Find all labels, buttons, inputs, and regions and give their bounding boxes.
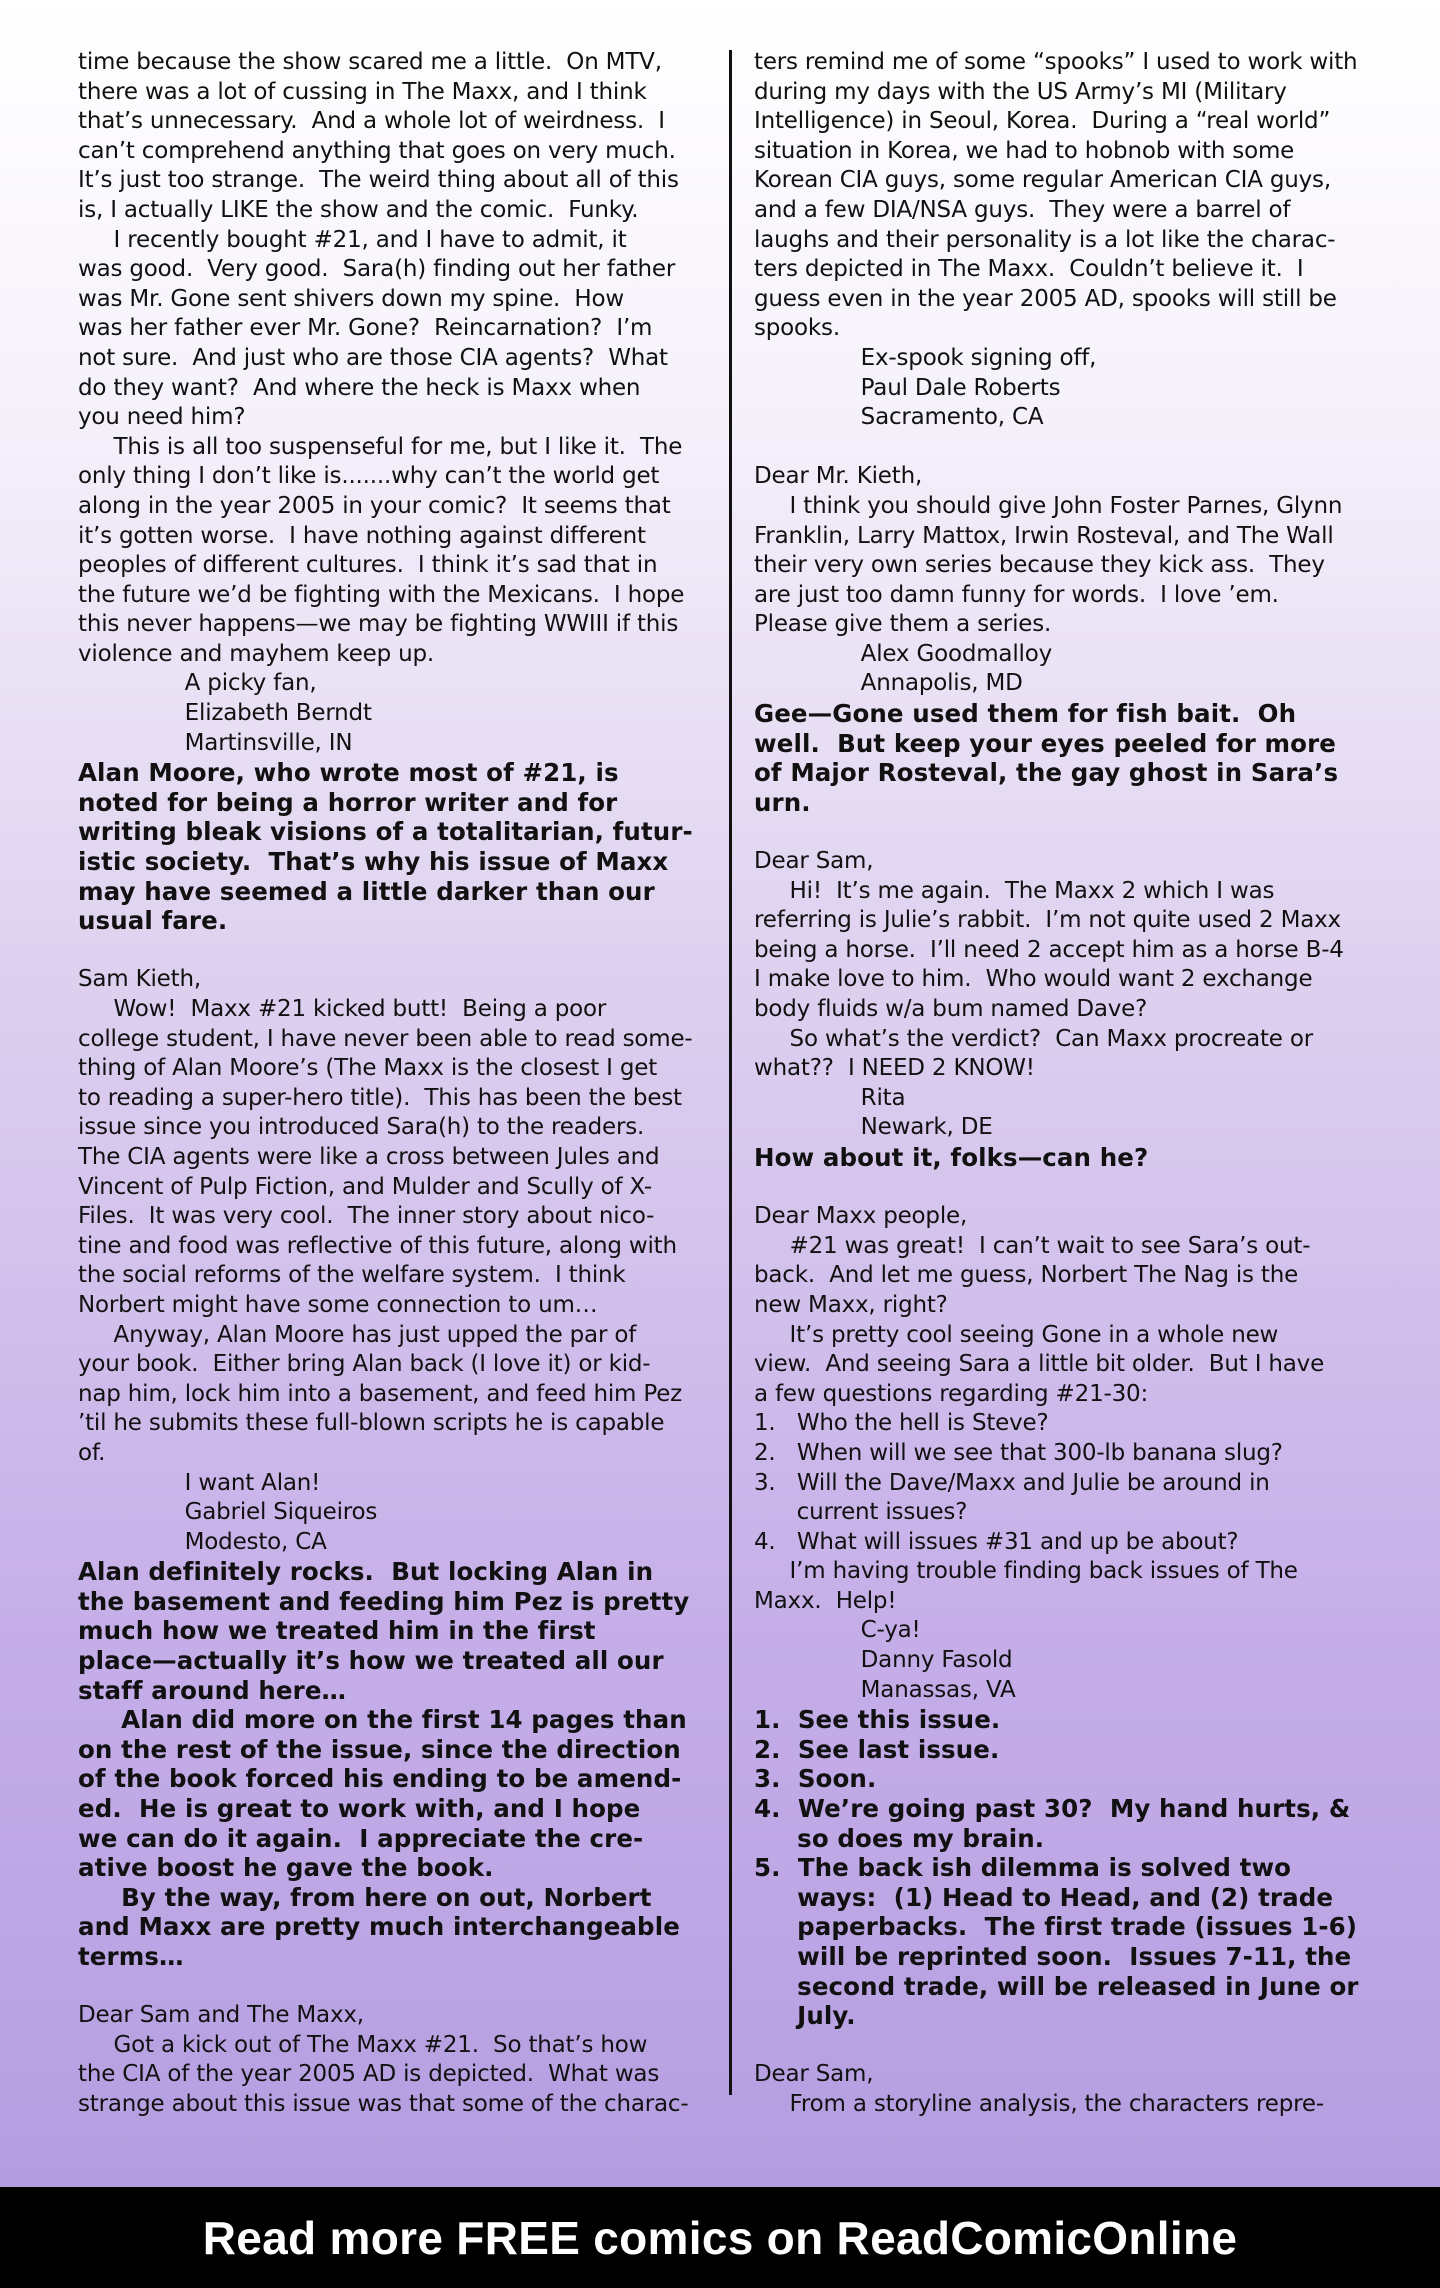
editor-reply-line: 3. Soon. bbox=[754, 1764, 877, 1794]
letter-line: Dear Maxx people, bbox=[754, 1203, 968, 1230]
letter-line: to reading a super-hero title). This has been the best bbox=[78, 1084, 682, 1111]
letter-line: Danny Fasold bbox=[754, 1647, 1013, 1674]
letter-line: guess even in the year 2005 AD, spooks will still be bbox=[754, 285, 1337, 312]
letter-line: their very own series because they kick ass. They bbox=[754, 552, 1325, 579]
letter-line: the future we’d be fighting with the Mexicans. I hope bbox=[78, 581, 685, 608]
letter-line: Maxx. Help! bbox=[754, 1587, 897, 1614]
paragraph-gap bbox=[754, 2031, 1409, 2061]
letter-line: Rita bbox=[754, 1084, 906, 1111]
letter-line: thing of Alan Moore’s (The Maxx is the closest I get bbox=[78, 1055, 658, 1082]
editor-reply-line: writing bleak visions of a totalitarian, futur- bbox=[78, 817, 693, 847]
letter-line: situation in Korea, we had to hobnob with some bbox=[754, 137, 1295, 164]
letter-line: Wow! Maxx #21 kicked butt! Being a poor bbox=[78, 996, 607, 1022]
letter-line: It’s pretty cool seeing Gone in a whole new bbox=[754, 1321, 1279, 1348]
letter-line: spooks. bbox=[754, 315, 840, 342]
letter-line: 2. When will we see that 300-lb banana slug? bbox=[754, 1439, 1283, 1466]
editor-reply-line: 1. See this issue. bbox=[754, 1705, 1001, 1735]
letter-line: was good. Very good. Sara(h) finding out her father bbox=[78, 256, 676, 283]
letter-line: time because the show scared me a little. On MTV, bbox=[78, 49, 662, 75]
editor-reply-line: of the book forced his ending to be amend- bbox=[78, 1764, 682, 1794]
editor-reply-line: July. bbox=[754, 2001, 856, 2031]
paragraph-gap bbox=[78, 1972, 733, 2002]
letter-line: Gabriel Siqueiros bbox=[78, 1499, 378, 1526]
letter-line: #21 was great! I can’t wait to see Sara’s out- bbox=[754, 1232, 1311, 1259]
letter-line: So what’s the verdict? Can Maxx procreate or bbox=[754, 1025, 1313, 1052]
letter-line: was Mr. Gone sent shivers down my spine. How bbox=[78, 285, 624, 312]
column-divider bbox=[729, 50, 732, 2095]
editor-reply-line: noted for being a horror writer and for bbox=[78, 787, 618, 817]
editor-reply-line: staff around here… bbox=[78, 1675, 347, 1705]
letter-line: during my days with the US Army’s MI (Military bbox=[754, 78, 1287, 105]
letter-line: I want Alan! bbox=[78, 1469, 321, 1496]
letter-line: ’til he submits these full-blown scripts he is capable bbox=[78, 1410, 665, 1437]
letter-line: Paul Dale Roberts bbox=[754, 374, 1061, 401]
letter-line: back. And let me guess, Norbert The Nag is the bbox=[754, 1262, 1299, 1289]
letter-line: it’s gotten worse. I have nothing against different bbox=[78, 522, 646, 549]
letter-line: I’m having trouble finding back issues of The bbox=[754, 1558, 1298, 1585]
paragraph-gap bbox=[754, 817, 1409, 847]
letter-line: can’t comprehend anything that goes on very much. bbox=[78, 137, 676, 164]
letter-line: From a storyline analysis, the characters repre- bbox=[754, 2090, 1324, 2117]
letter-line: body fluids w/a bum named Dave? bbox=[754, 996, 1148, 1022]
letter-line: I make love to him. Who would want 2 exchange bbox=[754, 966, 1313, 993]
letter-line: peoples of different cultures. I think it’s sad that in bbox=[78, 552, 658, 579]
letter-line: ters remind me of some “spooks” I used to work with bbox=[754, 49, 1358, 75]
letter-line: Franklin, Larry Mattox, Irwin Rosteval, and The Wall bbox=[754, 522, 1334, 549]
letter-line: is, I actually LIKE the show and the comic. Funky. bbox=[78, 196, 639, 223]
letter-line: Anyway, Alan Moore has just upped the par of bbox=[78, 1321, 637, 1348]
letter-line: Intelligence) in Seoul, Korea. During a “real world” bbox=[754, 108, 1331, 135]
editor-reply-line: ways: (1) Head to Head, and (2) trade bbox=[754, 1882, 1334, 1912]
editor-reply-line: How about it, folks—can he? bbox=[754, 1142, 1149, 1172]
letter-line: you need him? bbox=[78, 404, 246, 431]
editor-reply-line: By the way, from here on out, Norbert bbox=[78, 1882, 652, 1912]
letter-line: Hi! It’s me again. The Maxx 2 which I was bbox=[754, 877, 1275, 904]
letters-column-left bbox=[78, 48, 733, 2120]
letter-line: Korean CIA guys, some regular American CIA guys, bbox=[754, 167, 1331, 194]
letter-line: your book. Either bring Alan back (I love it) or kid- bbox=[78, 1351, 651, 1378]
letter-line: referring is Julie’s rabbit. I’m not quite used 2 Maxx bbox=[754, 907, 1341, 934]
site-footer-banner[interactable] bbox=[0, 2187, 1440, 2288]
letter-line: Dear Sam and The Maxx, bbox=[78, 2002, 364, 2029]
paragraph-gap bbox=[754, 1173, 1409, 1203]
letter-line: Dear Mr. Kieth, bbox=[754, 463, 923, 490]
letter-line: Dear Sam, bbox=[754, 2061, 874, 2088]
letter-line: It’s just too strange. The weird thing about all of this bbox=[78, 167, 679, 194]
editor-reply-line: 5. The back ish dilemma is solved two bbox=[754, 1853, 1292, 1883]
editor-reply-line: 2. See last issue. bbox=[754, 1734, 1000, 1764]
letter-line: Sacramento, CA bbox=[754, 404, 1044, 431]
editor-reply-line: Gee—Gone used them for fish bait. Oh bbox=[754, 699, 1297, 729]
letter-line: this never happens—we may be fighting WWIII if this bbox=[78, 611, 679, 638]
letter-line: Elizabeth Berndt bbox=[78, 700, 372, 727]
letter-line: do they want? And where the heck is Maxx when bbox=[78, 374, 641, 401]
letter-line: Sam Kieth, bbox=[78, 966, 201, 993]
letter-line: C-ya! bbox=[754, 1617, 921, 1644]
letter-line: Got a kick out of The Maxx #21. So that’s how bbox=[78, 2031, 648, 2058]
editor-reply-line: we can do it again. I appreciate the cre- bbox=[78, 1823, 644, 1853]
editor-reply-line: ed. He is great to work with, and I hope bbox=[78, 1794, 641, 1824]
letter-line: are just too damn funny for words. I love ’em. bbox=[754, 581, 1279, 608]
letter-line: This is all too suspenseful for me, but I like it. The bbox=[78, 433, 683, 460]
letter-line: I recently bought #21, and I have to admit, it bbox=[78, 226, 627, 253]
editor-reply-line: on the rest of the issue, since the direction bbox=[78, 1734, 681, 1764]
editor-reply-line: terms… bbox=[78, 1942, 184, 1971]
letter-line: a few questions regarding #21-30: bbox=[754, 1380, 1149, 1407]
letter-line: Annapolis, MD bbox=[754, 670, 1023, 697]
letter-line: and a few DIA/NSA guys. They were a barrel of bbox=[754, 196, 1291, 223]
letter-line: current issues? bbox=[754, 1499, 968, 1526]
letter-line: along in the year 2005 in your comic? It seems that bbox=[78, 492, 671, 519]
editor-reply-line: istic society. That’s why his issue of Maxx bbox=[78, 847, 669, 877]
letter-line: of. bbox=[78, 1439, 106, 1466]
editor-reply-line: second trade, will be released in June or bbox=[754, 1971, 1359, 2001]
editor-reply-line: Alan Moore, who wrote most of #21, is bbox=[78, 758, 619, 788]
letter-line: I think you should give John Foster Parnes, Glynn bbox=[754, 492, 1343, 519]
editor-reply-line: place—actually it’s how we treated all our bbox=[78, 1646, 664, 1676]
letter-line: 4. What will issues #31 and up be about? bbox=[754, 1528, 1239, 1555]
letter-line: Modesto, CA bbox=[78, 1528, 327, 1555]
editor-reply-line: and Maxx are pretty much interchangeable bbox=[78, 1912, 680, 1942]
letter-line: was her father ever Mr. Gone? Reincarnation? I’m bbox=[78, 315, 653, 342]
editor-reply-line: may have seemed a little darker than our bbox=[78, 876, 655, 906]
letter-line: only thing I don’t like is.......why can’t the world get bbox=[78, 463, 660, 490]
letter-line: not sure. And just who are those CIA agents? What bbox=[78, 344, 668, 371]
editor-reply-line: well. But keep your eyes peeled for more bbox=[754, 728, 1336, 758]
letter-line: view. And seeing Sara a little bit older. But I have bbox=[754, 1351, 1325, 1378]
letter-line: Newark, DE bbox=[754, 1114, 993, 1141]
editor-reply-line: ative boost he gave the book. bbox=[78, 1853, 494, 1883]
letter-line: being a horse. I’ll need 2 accept him as a horse B-4 bbox=[754, 936, 1344, 963]
letter-line: strange about this issue was that some of the charac- bbox=[78, 2090, 689, 2117]
letter-line: new Maxx, right? bbox=[754, 1291, 948, 1318]
letter-line: nap him, lock him into a basement, and feed him Pez bbox=[78, 1380, 683, 1407]
editor-reply-line: paperbacks. The first trade (issues 1-6) bbox=[754, 1912, 1358, 1942]
letter-line: The CIA agents were like a cross between Jules and bbox=[78, 1143, 660, 1170]
editor-reply-line: 4. We’re going past 30? My hand hurts, & bbox=[754, 1794, 1351, 1824]
letter-line: the CIA of the year 2005 AD is depicted. What was bbox=[78, 2061, 660, 2088]
letter-line: Dear Sam, bbox=[754, 848, 874, 875]
editor-reply-line: much how we treated him in the first bbox=[78, 1616, 596, 1646]
letter-line: that’s unnecessary. And a whole lot of weirdness. I bbox=[78, 108, 665, 135]
editor-reply-line: Alan did more on the first 14 pages than bbox=[78, 1705, 687, 1735]
paragraph-gap bbox=[754, 433, 1409, 463]
footer-text[interactable]: Read more FREE comics on ReadComicOnline bbox=[202, 2211, 1238, 2264]
letter-line: there was a lot of cussing in The Maxx, and I think bbox=[78, 78, 647, 105]
editor-reply-line: the basement and feeding him Pez is pretty bbox=[78, 1586, 690, 1616]
letter-line: violence and mayhem keep up. bbox=[78, 640, 435, 667]
editor-reply-line: will be reprinted soon. Issues 7-11, the bbox=[754, 1942, 1352, 1971]
editor-reply-line: Alan definitely rocks. But locking Alan in bbox=[78, 1557, 654, 1587]
letter-line: laughs and their personality is a lot like the charac- bbox=[754, 226, 1336, 253]
letter-line: Norbert might have some connection to um… bbox=[78, 1291, 598, 1318]
letters-column-right bbox=[754, 48, 1409, 2120]
letter-line: A picky fan, bbox=[78, 670, 317, 697]
editor-reply-line: of Major Rosteval, the gay ghost in Sara’s bbox=[754, 758, 1339, 788]
letter-line: the social reforms of the welfare system. I think bbox=[78, 1262, 626, 1289]
letter-line: what?? I NEED 2 KNOW! bbox=[754, 1055, 1035, 1082]
letter-line: Martinsville, IN bbox=[78, 729, 353, 756]
letter-line: college student, I have never been able to read some- bbox=[78, 1025, 693, 1052]
letter-line: ters depicted in The Maxx. Couldn’t believe it. I bbox=[754, 256, 1304, 283]
editor-reply-line: so does my brain. bbox=[754, 1823, 1045, 1853]
letter-line: Files. It was very cool. The inner story about nico- bbox=[78, 1203, 655, 1230]
letter-line: Please give them a series. bbox=[754, 611, 1052, 638]
letter-line: Alex Goodmalloy bbox=[754, 640, 1052, 667]
letter-line: Ex-spook signing off, bbox=[754, 344, 1097, 371]
editor-reply-line: urn. bbox=[754, 787, 811, 817]
letter-line: 1. Who the hell is Steve? bbox=[754, 1410, 1049, 1437]
letter-line: Manassas, VA bbox=[754, 1676, 1016, 1703]
letter-line: Vincent of Pulp Fiction, and Mulder and Scully of X- bbox=[78, 1173, 653, 1200]
letter-line: 3. Will the Dave/Maxx and Julie be around in bbox=[754, 1469, 1270, 1496]
editor-reply-line: usual fare. bbox=[78, 906, 228, 936]
letter-line: issue since you introduced Sara(h) to the readers. bbox=[78, 1114, 645, 1141]
letter-line: tine and food was reflective of this future, along with bbox=[78, 1232, 677, 1259]
paragraph-gap bbox=[78, 936, 733, 966]
